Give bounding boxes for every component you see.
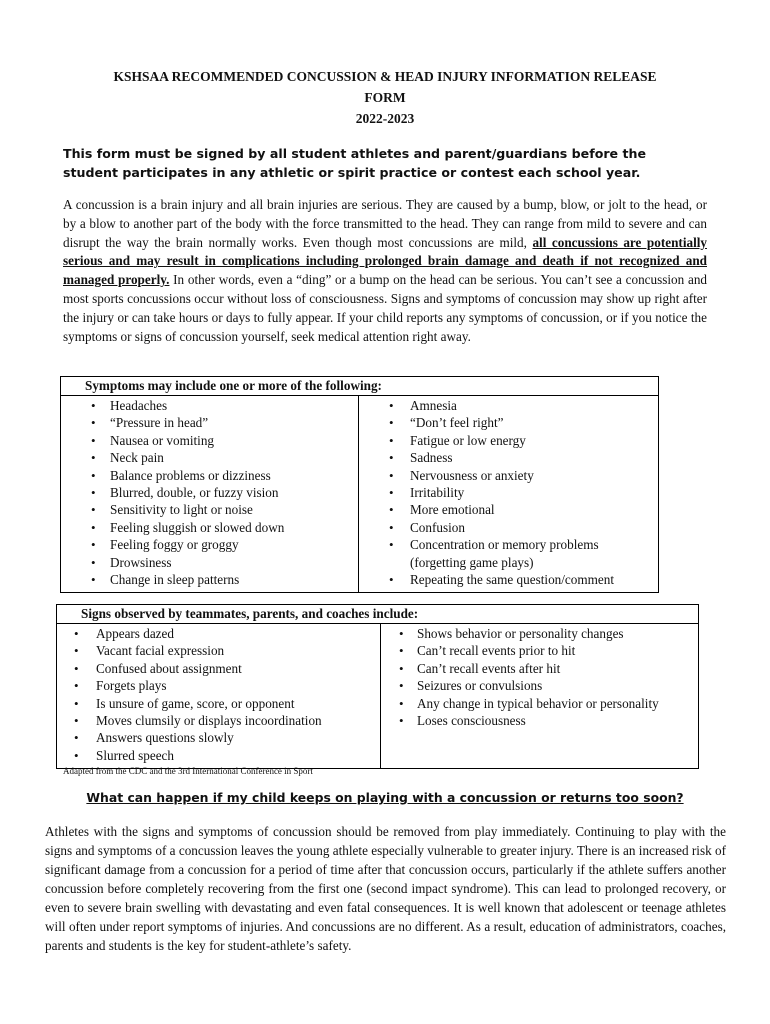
- list-item: • Drowsiness: [61, 554, 358, 571]
- intro-emphasis: all concussions are potentially serious and may result in complications including prolonged brain damage and death if not recognized and managed properly.: [63, 234, 707, 288]
- list-item: • Fatigue or low energy: [359, 432, 658, 449]
- form-title: [60, 66, 710, 129]
- list-item: • Forgets plays: [57, 677, 380, 694]
- list-item: • Seizures or convulsions: [381, 677, 698, 694]
- list-item: • Slurred speech: [57, 747, 380, 764]
- symptoms-header: Symptoms may include one or more of the following:: [61, 377, 659, 396]
- list-item: • Appears dazed: [57, 625, 380, 642]
- list-item: • Loses consciousness: [381, 712, 698, 729]
- list-item: • Concentration or memory problems (forgetting game plays): [359, 536, 658, 571]
- signature-notice: This form must be signed by all student athletes and parent/guardians before the student participates in any athletic or spirit practice or contest each school year.: [63, 146, 647, 180]
- list-item: • Balance problems or dizziness: [61, 467, 358, 484]
- signs-right-column: [381, 624, 699, 769]
- list-item: • Repeating the same question/comment: [359, 571, 658, 588]
- list-item: • Answers questions slowly: [57, 729, 380, 746]
- list-item: • Can’t recall events prior to hit: [381, 642, 698, 659]
- intro-text-2: In other words, even a “ding” or a bump on the head can be serious. You can’t see a concussion and most sports concussions occur without loss of consciousness. Signs and symptoms of concussion may show up right after the injury or can take hours or days to fully appear. If your child reports any symptoms of concussion, or if you notice the symptoms or signs of concussion yourself, seek medical attention right away.: [63, 272, 708, 344]
- list-item: • Confused about assignment: [57, 660, 380, 677]
- list-item: • “Pressure in head”: [61, 414, 358, 431]
- list-item: • Confusion: [359, 519, 658, 536]
- symptoms-right-list: [359, 396, 658, 592]
- signs-header: Signs observed by teammates, parents, and coaches include:: [57, 605, 699, 624]
- title-line-2: FORM: [364, 90, 406, 105]
- closing-paragraph: Athletes with the signs and symptoms of concussion should be removed from play immediately. Continuing to play with the signs and symptoms of a concussion leaves the young athlete especially vulnerable to greater injury. There is an increased risk of significant damage from a concussion for a period of time after that concussion occurs, particularly if the athlete suffers another concussion before completely recovering from the first one (second impact syndrome). This can lead to prolonged recovery, or even to severe brain swelling with devastating and even fatal consequences. It is well known that adolescent or teenage athletes will often under report symptoms of injuries. And concussions are no different. As a result, education of administrators, coaches, parents and students is the key for student-athlete’s safety.: [45, 824, 726, 953]
- symptoms-right-column: [359, 396, 659, 593]
- list-item: • Feeling sluggish or slowed down: [61, 519, 358, 536]
- list-item: • Vacant facial expression: [57, 642, 380, 659]
- symptoms-table: [60, 376, 659, 593]
- form-year: 2022-2023: [355, 111, 415, 126]
- list-item: • Feeling foggy or groggy: [61, 536, 358, 553]
- list-item: • Any change in typical behavior or personality: [381, 695, 698, 712]
- intro-paragraph: [63, 196, 707, 346]
- symptoms-left-list: [61, 396, 358, 592]
- source-note: Adapted from the CDC and the 3rd International Conference in Sport: [63, 766, 313, 776]
- signs-right-list: [381, 624, 698, 733]
- list-item: • Can’t recall events after hit: [381, 660, 698, 677]
- symptoms-left-column: [61, 396, 359, 593]
- list-item: • Sensitivity to light or noise: [61, 501, 358, 518]
- list-item: • Neck pain: [61, 449, 358, 466]
- section-question-heading: What can happen if my child keeps on playing with a concussion or returns too soon?: [86, 790, 684, 805]
- signs-left-column: [57, 624, 381, 769]
- intro-text-1: A concussion is a brain injury and all brain injuries are serious. They are caused by a bump, blow, or jolt to the head, or by a blow to another part of the body with the force transmitted to the head. They can range from mild to severe and can disrupt the way the brain normally works. Even though most concussions are mild,: [63, 197, 707, 250]
- signs-left-list: [57, 624, 380, 768]
- list-item: • Is unsure of game, score, or opponent: [57, 695, 380, 712]
- list-item: • Shows behavior or personality changes: [381, 625, 698, 642]
- title-line-1: KSHSAA RECOMMENDED CONCUSSION & HEAD INJURY INFORMATION RELEASE: [113, 69, 657, 84]
- list-item: • Amnesia: [359, 397, 658, 414]
- list-item: • More emotional: [359, 501, 658, 518]
- list-item: • Change in sleep patterns: [61, 571, 358, 588]
- list-item: • Blurred, double, or fuzzy vision: [61, 484, 358, 501]
- list-item: • Nausea or vomiting: [61, 432, 358, 449]
- list-item: • Headaches: [61, 397, 358, 414]
- signs-table: [56, 604, 699, 769]
- list-item: • Sadness: [359, 449, 658, 466]
- list-item: • Moves clumsily or displays incoordination: [57, 712, 380, 729]
- list-item: • Irritability: [359, 484, 658, 501]
- list-item: • “Don’t feel right”: [359, 414, 658, 431]
- list-item: • Nervousness or anxiety: [359, 467, 658, 484]
